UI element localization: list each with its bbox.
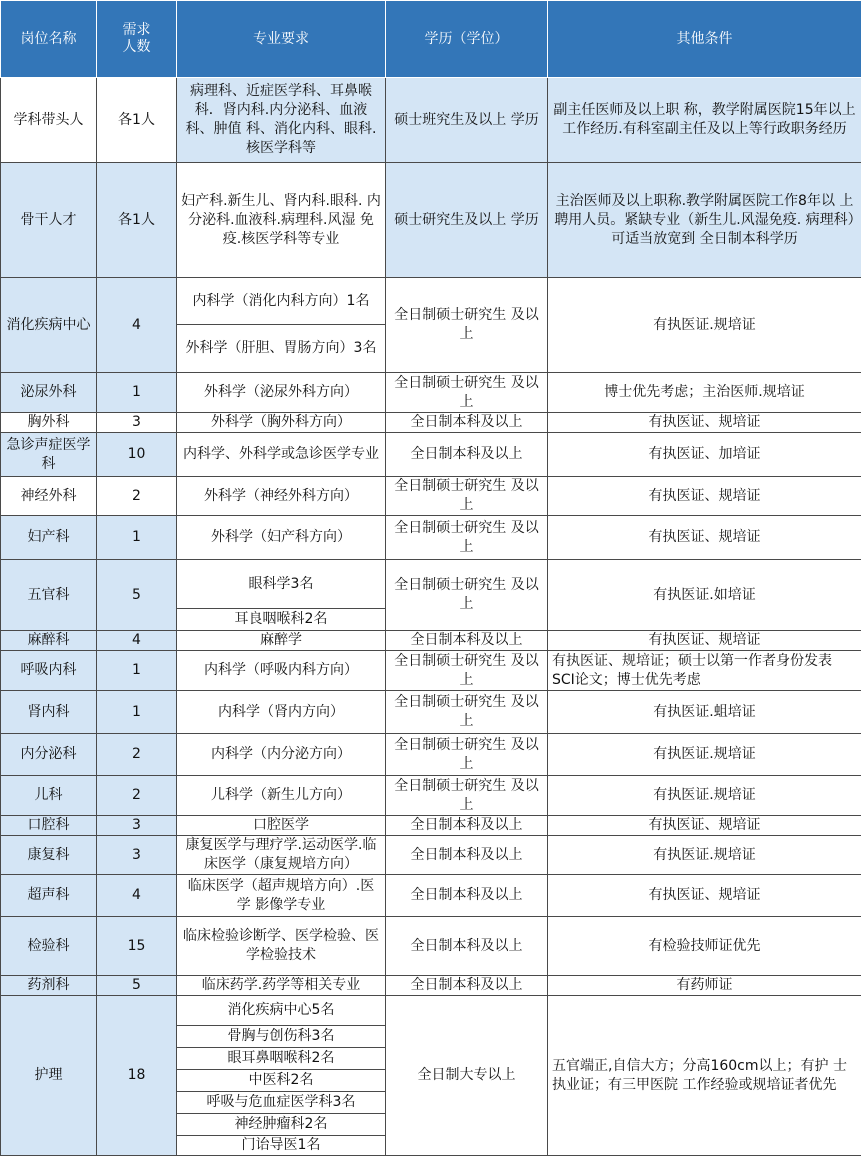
table-row — [1, 836, 861, 875]
header-count-line2: 人数 — [122, 39, 151, 55]
major-cell: 眼科学3名 — [177, 560, 386, 609]
header-other: 其他条件 — [548, 1, 861, 78]
other-cell: 有执医证.如培证 — [548, 560, 861, 631]
position-cell: 泌尿外科 — [1, 373, 97, 413]
other-cell: 有检验技师证优先 — [548, 917, 861, 976]
position-cell: 消化疾病中心 — [1, 278, 97, 373]
count-cell: 4 — [97, 631, 177, 651]
table-row — [1, 631, 861, 651]
major-cell: 内科学（肾内方向） — [177, 691, 386, 734]
position-cell: 胸外科 — [1, 413, 97, 433]
position-cell: 康复科 — [1, 836, 97, 875]
major-cell: 康复医学与理疗学.运动医学.临 床医学（康复规培方向） — [177, 836, 386, 875]
major-cell: 临床医学（超声规培方向）.医学 影像学专业 — [177, 875, 386, 917]
table-row — [1, 516, 861, 560]
table-row — [1, 917, 861, 976]
other-cell: 有执医证、规培证；硕士以第一作者身份发表 SCI论文；博士优先考虑 — [548, 651, 861, 691]
position-cell: 妇产科 — [1, 516, 97, 560]
header-position: 岗位名称 — [1, 1, 97, 78]
table-row — [1, 651, 861, 691]
table-row — [1, 477, 861, 516]
major-cell: 麻醉学 — [177, 631, 386, 651]
other-cell: 有执医证、规培证 — [548, 477, 861, 516]
major-cell: 内科学（呼吸内科方向） — [177, 651, 386, 691]
position-cell: 口腔科 — [1, 816, 97, 836]
education-cell: 全日制硕士研究生 及以上 — [386, 651, 548, 691]
major-cell: 中医科2名 — [177, 1070, 386, 1092]
table-row — [1, 560, 861, 609]
major-cell: 呼吸与危血症医学科3名 — [177, 1092, 386, 1114]
other-cell: 五官端正,自信大方；分高160cm以上；有护 士执业证；有三甲医院 工作经验或规培证者优先 — [548, 996, 861, 1156]
major-cell: 内科学、外科学或急诊医学专业 — [177, 433, 386, 477]
count-cell: 1 — [97, 373, 177, 413]
table-row — [1, 413, 861, 433]
table-body — [1, 78, 861, 1156]
other-cell: 有执医证.规培证 — [548, 836, 861, 875]
major-cell: 临床药学.药学等相关专业 — [177, 976, 386, 996]
other-cell: 有执医证.规培证 — [548, 278, 861, 373]
education-cell: 硕士研究生及以上 学历 — [386, 163, 548, 278]
major-cell: 消化疾病中心5名 — [177, 996, 386, 1026]
table-row — [1, 433, 861, 477]
major-cell: 外科学（胸外科方向） — [177, 413, 386, 433]
education-cell: 全日制本科及以上 — [386, 976, 548, 996]
count-cell: 1 — [97, 691, 177, 734]
count-cell: 各1人 — [97, 163, 177, 278]
position-cell: 肾内科 — [1, 691, 97, 734]
major-cell: 外科学（妇产科方向） — [177, 516, 386, 560]
count-cell: 4 — [97, 875, 177, 917]
major-cell: 神经肿瘤科2名 — [177, 1114, 386, 1136]
major-cell: 骨胸与创伤科3名 — [177, 1026, 386, 1048]
education-cell: 全日制本科及以上 — [386, 433, 548, 477]
count-cell: 15 — [97, 917, 177, 976]
education-cell: 全日制硕士研究生 及以上 — [386, 477, 548, 516]
major-cell: 外科学（泌尿外科方向） — [177, 373, 386, 413]
major-cell: 病理科、近症医学科、耳鼻喉科．肾内科.内分泌科、血液科、肿值 科、消化内科、眼科.核医学科等 — [177, 78, 386, 163]
other-cell: 有执医证.蛆培证 — [548, 691, 861, 734]
count-cell: 18 — [97, 996, 177, 1156]
major-cell: 临床检验诊断学、医学检验、医学检验技术 — [177, 917, 386, 976]
position-cell: 急诊声症医学科 — [1, 433, 97, 477]
count-cell: 3 — [97, 413, 177, 433]
other-cell: 有执医证、规培证 — [548, 413, 861, 433]
major-cell: 口腔医学 — [177, 816, 386, 836]
position-cell: 呼吸内科 — [1, 651, 97, 691]
table-row — [1, 278, 861, 325]
position-cell: 检验科 — [1, 917, 97, 976]
position-cell: 骨干人才 — [1, 163, 97, 278]
other-cell: 有执医证、规培证 — [548, 631, 861, 651]
table-row — [1, 976, 861, 996]
count-cell: 3 — [97, 836, 177, 875]
count-cell: 4 — [97, 278, 177, 373]
major-cell: 内科学（消化内科方向）1名 — [177, 278, 386, 325]
education-cell: 全日制硕士研究生 及以上 — [386, 734, 548, 776]
position-cell: 内分泌科 — [1, 734, 97, 776]
count-cell: 5 — [97, 976, 177, 996]
position-cell: 护理 — [1, 996, 97, 1156]
education-cell: 全日制硕士研究生 及以上 — [386, 560, 548, 631]
table-row — [1, 373, 861, 413]
count-cell: 各1人 — [97, 78, 177, 163]
table-row — [1, 691, 861, 734]
other-cell: 博士优先考虑；主治医师.规培证 — [548, 373, 861, 413]
table-row — [1, 996, 861, 1026]
header-count — [97, 1, 177, 78]
education-cell: 全日制本科及以上 — [386, 631, 548, 651]
other-cell: 有执医证.规培证 — [548, 734, 861, 776]
header-education: 学历（学位） — [386, 1, 548, 78]
major-cell: 儿科学（新生儿方向） — [177, 776, 386, 816]
position-cell: 药剂科 — [1, 976, 97, 996]
education-cell: 硕士班究生及以上 学历 — [386, 78, 548, 163]
position-cell: 麻醉科 — [1, 631, 97, 651]
major-cell: 门诒导医1名 — [177, 1136, 386, 1156]
position-cell: 神经外科 — [1, 477, 97, 516]
other-cell: 副主任医师及以上职 称，教学附属医院15年以上工作经历.有科室副主任及以上等行政职务经历 — [548, 78, 861, 163]
count-cell: 1 — [97, 651, 177, 691]
other-cell: 有执医证、规培证 — [548, 516, 861, 560]
count-cell: 2 — [97, 477, 177, 516]
education-cell: 全日制硕士研究生 及以上 — [386, 691, 548, 734]
table-row — [1, 875, 861, 917]
count-cell: 2 — [97, 776, 177, 816]
table-row — [1, 78, 861, 163]
header-major: 专业要求 — [177, 1, 386, 78]
position-cell: 超声科 — [1, 875, 97, 917]
major-cell: 外科学（肝胆、胃肠方向）3名 — [177, 325, 386, 373]
other-cell: 有执医证、规培证 — [548, 816, 861, 836]
education-cell: 全日制硕士研究生 及以上 — [386, 516, 548, 560]
table-row — [1, 734, 861, 776]
major-cell: 内科学（内分泌方向） — [177, 734, 386, 776]
table-row — [1, 163, 861, 278]
header-row — [1, 1, 861, 78]
count-cell: 1 — [97, 516, 177, 560]
position-cell: 五官科 — [1, 560, 97, 631]
position-cell: 儿科 — [1, 776, 97, 816]
other-cell: 有执医证.规培证 — [548, 776, 861, 816]
count-cell: 5 — [97, 560, 177, 631]
table-row — [1, 776, 861, 816]
education-cell: 全日制硕士研究生 及以上 — [386, 776, 548, 816]
other-cell: 有药师证 — [548, 976, 861, 996]
major-cell: 眼耳鼻咽喉科2名 — [177, 1048, 386, 1070]
count-cell: 3 — [97, 816, 177, 836]
education-cell: 全日制本科及以上 — [386, 413, 548, 433]
education-cell: 全日制本科及以上 — [386, 836, 548, 875]
education-cell: 全日制硕士研究生 及以上 — [386, 373, 548, 413]
education-cell: 全日制本科及以上 — [386, 917, 548, 976]
education-cell: 全日制本科及以上 — [386, 816, 548, 836]
education-cell: 全日制大专以上 — [386, 996, 548, 1156]
other-cell: 主治医师及以上职称.教学附属医院工作8年以 上聘用人员。紧缺专业（新生儿.风湿免疫. 病理科）可适当放宽到 全日制本科学历 — [548, 163, 861, 278]
major-cell: 妇产科.新生儿、肾内科.眼科. 内分泌科.血液科.病理科.风湿 免疫.核医学科等专业 — [177, 163, 386, 278]
count-cell: 10 — [97, 433, 177, 477]
position-cell: 学科带头人 — [1, 78, 97, 163]
count-cell: 2 — [97, 734, 177, 776]
other-cell: 有执医证、规培证 — [548, 875, 861, 917]
major-cell: 外科学（神经外科方向） — [177, 477, 386, 516]
education-cell: 全日制本科及以上 — [386, 875, 548, 917]
major-cell: 耳良咽喉科2名 — [177, 609, 386, 631]
other-cell: 有执医证、加培证 — [548, 433, 861, 477]
table-row — [1, 816, 861, 836]
education-cell: 全日制硕士研究生 及以上 — [386, 278, 548, 373]
header-count-line1: 需求 — [122, 22, 151, 38]
